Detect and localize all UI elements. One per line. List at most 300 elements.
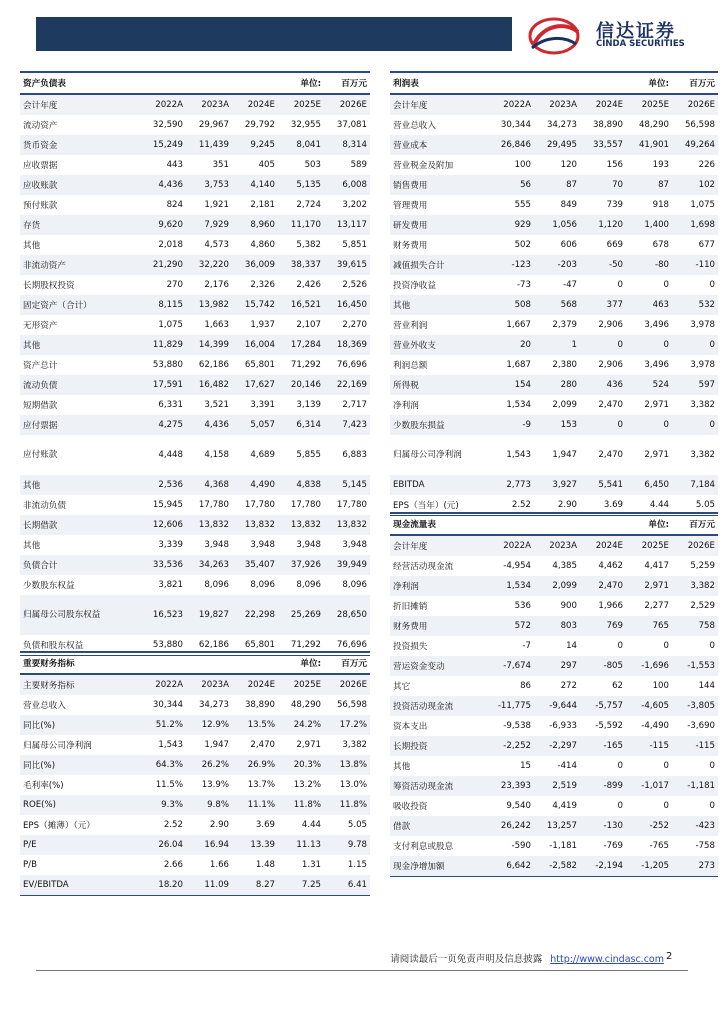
table-row — [20, 715, 370, 735]
cell-value: 351 — [212, 160, 229, 170]
cell-value: 4,385 — [552, 561, 577, 571]
cell-value: -423 — [672, 816, 718, 836]
row-label: 无形资产 — [23, 321, 58, 331]
cell-value: 2.90 — [209, 820, 230, 830]
cell-value: -769 — [603, 841, 623, 851]
cell-value: 536 — [514, 601, 531, 611]
cell-value: 12,606 — [130, 515, 186, 535]
cashflow-statement-table — [390, 512, 718, 877]
cell-value: 15,742 — [232, 295, 278, 315]
cell-value: 739 — [606, 200, 624, 210]
cell-value: 5,135 — [278, 175, 324, 195]
cell-value: 26,242 — [482, 816, 534, 836]
cell-value: 13.2% — [293, 780, 322, 790]
cell-value: 32,220 — [186, 255, 232, 275]
cell-value: 1,120 — [580, 215, 626, 235]
cell-value: 24.2% — [278, 715, 324, 735]
column-header: 2025E — [626, 535, 672, 556]
cell-value: 4,860 — [250, 240, 275, 250]
row-label: 非流动资产 — [20, 255, 130, 275]
table-row — [390, 556, 718, 576]
table-row — [20, 175, 370, 195]
cell-value: -80 — [626, 255, 672, 275]
cell-value: -2,252 — [482, 736, 534, 756]
cell-value: 11,439 — [186, 135, 232, 155]
cell-value: 463 — [626, 295, 672, 315]
table-row — [390, 335, 718, 355]
unit-value: 百万元 — [324, 652, 370, 674]
row-label: EBITDA — [390, 475, 482, 495]
table-header-row — [390, 94, 718, 115]
cell-value: 4,573 — [204, 240, 229, 250]
cell-value: 3,496 — [644, 320, 670, 330]
cell-value: 65,801 — [232, 635, 278, 656]
table-row — [390, 756, 718, 776]
cell-value: 86 — [520, 681, 531, 691]
cell-value: 4.44 — [301, 820, 322, 830]
cell-value: -1,205 — [626, 856, 672, 877]
cell-value: 16,523 — [130, 595, 186, 635]
row-label: 同比(%) — [20, 715, 130, 735]
cell-value: 16,521 — [278, 295, 324, 315]
table-row — [20, 295, 370, 315]
row-label: 营业利润 — [393, 321, 428, 331]
cell-value: 4,368 — [186, 475, 232, 495]
cell-value: 443 — [166, 160, 183, 170]
table-row — [390, 315, 718, 335]
cell-value: 3,978 — [690, 360, 716, 370]
cell-value: 15,249 — [130, 135, 186, 155]
row-label: 净利润 — [390, 576, 482, 596]
cell-value: 15,945 — [152, 500, 183, 510]
cell-value: 4,140 — [232, 175, 278, 195]
cell-value: 900 — [560, 601, 577, 611]
row-label: 所得税 — [390, 375, 482, 395]
column-header: 2026E — [324, 674, 370, 695]
cell-value: -9 — [482, 415, 534, 435]
cell-value: 35,407 — [232, 555, 278, 575]
table-header-row — [20, 94, 370, 115]
cell-value: 1,947 — [552, 450, 578, 460]
table-title: 重要财务指标 — [20, 652, 232, 674]
cell-value: 0 — [626, 335, 672, 355]
cell-value: 5,145 — [324, 475, 370, 495]
cell-value: 4,462 — [598, 561, 623, 571]
row-label: 减值损失合计 — [390, 255, 482, 275]
cell-value: 1,534 — [482, 576, 534, 596]
cell-value: 3,948 — [204, 540, 229, 550]
cell-value: 3,496 — [644, 360, 670, 370]
cell-value: 4,419 — [552, 801, 577, 811]
column-header: 会计年度 — [20, 94, 130, 115]
balance-grid — [20, 71, 370, 656]
cell-value: 0 — [672, 335, 718, 355]
table-row — [20, 255, 370, 275]
cell-value: 56,598 — [684, 120, 716, 130]
cell-value: 193 — [652, 160, 670, 170]
cell-value: 2,176 — [204, 280, 229, 290]
row-label: EPS（当年）(元) — [390, 495, 482, 516]
cell-value: 273 — [672, 856, 718, 877]
unit-label: 单位: — [232, 652, 324, 674]
cell-value: 2,724 — [296, 200, 321, 210]
cell-value: 0 — [663, 761, 669, 771]
row-label: 支付利息或股息 — [393, 842, 454, 852]
cell-value: 17,591 — [130, 375, 186, 395]
row-label: 折旧摊销 — [393, 602, 428, 612]
cell-value: 0 — [709, 641, 715, 651]
cell-value: 11,170 — [278, 215, 324, 235]
row-label: 短期借款 — [23, 401, 58, 411]
table-row — [20, 155, 370, 175]
cell-value: 4,436 — [186, 415, 232, 435]
table-title: 现金流量表 — [390, 513, 580, 535]
cell-value: 48,290 — [638, 120, 670, 130]
cell-value: -7 — [522, 641, 531, 651]
table-row — [390, 355, 718, 375]
table-row — [390, 796, 718, 816]
cell-value: 3,382 — [342, 740, 368, 750]
row-label: 其他 — [23, 241, 41, 251]
cell-value: 3,753 — [186, 175, 232, 195]
table-row — [390, 475, 718, 495]
cell-value: 2.52 — [163, 820, 183, 830]
cell-value: 26.2% — [186, 755, 232, 775]
cell-value: 1,400 — [626, 215, 672, 235]
cell-value: 11.5% — [155, 780, 183, 790]
cell-value: 7.25 — [278, 875, 324, 896]
cell-value: 2,470 — [580, 576, 626, 596]
row-label: EV/EBITDA — [20, 875, 130, 896]
cell-value: 2,426 — [296, 280, 321, 290]
cell-value: 7,423 — [324, 415, 370, 435]
cell-value: 677 — [698, 240, 716, 250]
table-row — [20, 115, 370, 135]
cell-value: 13.5% — [232, 715, 278, 735]
cell-value: 0 — [709, 801, 715, 811]
cell-value: 7,929 — [186, 215, 232, 235]
row-label: 应收账款 — [20, 175, 130, 195]
row-label: 同比(%) — [20, 755, 130, 775]
row-label: 营运资金变动 — [390, 656, 482, 676]
table-row — [20, 135, 370, 155]
cell-value: 3,139 — [296, 400, 321, 410]
cell-value: 1,921 — [204, 200, 229, 210]
cell-value: 11.13 — [278, 835, 324, 855]
unit-label: 单位: — [580, 72, 672, 94]
cell-value: -5,592 — [595, 721, 623, 731]
cell-value: 4,275 — [130, 415, 186, 435]
cell-value: 26.04 — [130, 835, 186, 855]
cell-value: 17,780 — [244, 500, 275, 510]
column-header: 2022A — [482, 535, 534, 556]
cell-value: 4,436 — [130, 175, 186, 195]
row-label: 营业外收支 — [390, 335, 482, 355]
table-title-row — [390, 513, 718, 535]
cell-value: -899 — [580, 776, 626, 796]
column-header: 2022A — [130, 94, 186, 115]
cell-value: 270 — [166, 280, 183, 290]
row-label: EPS（摊薄）（元） — [23, 821, 95, 831]
row-label: 固定资产（合计） — [20, 295, 130, 315]
row-label: 其它 — [393, 682, 411, 692]
cell-value: 4,158 — [204, 450, 229, 460]
cell-value: 2.52 — [482, 495, 534, 516]
cell-value: 3,382 — [690, 450, 716, 460]
table-row — [390, 696, 718, 716]
cell-value: -130 — [580, 816, 626, 836]
cell-value: -7,674 — [482, 656, 534, 676]
table-row — [20, 335, 370, 355]
cell-value: 18,369 — [324, 335, 370, 355]
cell-value: 29,495 — [534, 135, 580, 155]
row-label: 营业总收入 — [23, 701, 66, 711]
cell-value: 13.0% — [339, 780, 368, 790]
column-header: 2022A — [130, 674, 186, 695]
row-label: 少数股东权益 — [23, 581, 75, 591]
cell-value: 76,696 — [336, 360, 367, 370]
cell-value: 13,832 — [324, 515, 370, 535]
row-label: 毛利率(%) — [23, 781, 64, 791]
cell-value: 508 — [482, 295, 534, 315]
cell-value: 606 — [560, 240, 578, 250]
cell-value: 803 — [534, 616, 580, 636]
table-row — [20, 315, 370, 335]
row-label: 经营活动现金流 — [393, 562, 454, 572]
cell-value: -252 — [626, 816, 672, 836]
row-label: 少数股东损益 — [390, 415, 482, 435]
cell-value: 49,264 — [672, 135, 718, 155]
cell-value: 2,277 — [644, 601, 669, 611]
cell-value: 13.7% — [247, 780, 276, 790]
row-label: 营业税金及附加 — [393, 161, 454, 171]
cell-value: 5,855 — [296, 450, 321, 460]
cell-value: -73 — [516, 280, 531, 290]
cell-value: 22,298 — [232, 595, 278, 635]
cell-value: 6,331 — [158, 400, 183, 410]
cell-value: 297 — [534, 656, 580, 676]
footer-url-link[interactable]: http://www.cindasc.com — [550, 954, 664, 965]
cell-value: 765 — [626, 616, 672, 636]
row-label: 投资净收益 — [393, 281, 436, 291]
cell-value: 65,801 — [244, 360, 275, 370]
cell-value: 11.09 — [186, 875, 232, 896]
row-label: 管理费用 — [393, 201, 428, 211]
cell-value: 56,598 — [336, 700, 368, 710]
row-label: 归属母公司股东权益 — [20, 595, 130, 635]
cell-value: 11.8% — [278, 795, 324, 815]
cell-value: -1,696 — [626, 656, 672, 676]
table-row — [20, 795, 370, 815]
row-label: 其他 — [23, 541, 41, 551]
cell-value: 0 — [617, 801, 623, 811]
cell-value: 70 — [580, 175, 626, 195]
cell-value: 918 — [652, 200, 670, 210]
cell-value: 14 — [566, 641, 577, 651]
cell-value: 1.66 — [209, 860, 230, 870]
cell-value: 1,698 — [672, 215, 718, 235]
cell-value: 1,534 — [506, 400, 531, 410]
cell-value: 2,270 — [342, 320, 367, 330]
column-header: 2026E — [672, 535, 718, 556]
cell-value: 669 — [606, 240, 624, 250]
table-row — [20, 275, 370, 295]
cell-value: 2.66 — [163, 860, 183, 870]
cell-value: 9,540 — [506, 801, 531, 811]
cell-value: -203 — [534, 255, 580, 275]
cell-value: 6,450 — [626, 475, 672, 495]
cell-value: 4,490 — [232, 475, 278, 495]
cell-value: 3,521 — [204, 400, 229, 410]
row-label: 投资损失 — [393, 642, 428, 652]
cell-value: 555 — [514, 200, 531, 210]
table-row — [20, 355, 370, 375]
cell-value: 7,184 — [672, 475, 718, 495]
cell-value: 13.8% — [324, 755, 370, 775]
cell-value: 1,947 — [204, 740, 230, 750]
table-row — [20, 235, 370, 255]
cell-value: -805 — [580, 656, 626, 676]
cell-value: 1,075 — [158, 320, 183, 330]
cell-value: 11,829 — [130, 335, 186, 355]
cell-value: 2,379 — [552, 320, 578, 330]
cell-value: 3,382 — [690, 400, 716, 410]
cell-value: -4,605 — [626, 696, 672, 716]
cell-value: 19,827 — [186, 595, 232, 635]
table-row — [20, 435, 370, 475]
cell-value: -1,553 — [672, 656, 718, 676]
page-number: 2 — [666, 951, 673, 962]
table-row — [390, 656, 718, 676]
cell-value: 5,382 — [296, 240, 321, 250]
cell-value: 3,821 — [158, 580, 183, 590]
cell-value: 8,096 — [250, 580, 275, 590]
cell-value: 597 — [672, 375, 718, 395]
cell-value: 144 — [698, 681, 715, 691]
cell-value: 0 — [709, 761, 715, 771]
cell-value: 6,883 — [342, 450, 367, 460]
cell-value: 62,186 — [186, 635, 232, 656]
cell-value: 41,901 — [626, 135, 672, 155]
cell-value: 405 — [258, 160, 275, 170]
cell-value: 30,344 — [152, 700, 183, 710]
cell-value: 2.90 — [534, 495, 580, 516]
cell-value: 15 — [520, 761, 531, 771]
cell-value: 2,470 — [598, 450, 624, 460]
cell-value: 9,245 — [232, 135, 278, 155]
cell-value: -11,775 — [482, 696, 534, 716]
column-header: 会计年度 — [390, 94, 482, 115]
cell-value: 769 — [580, 616, 626, 636]
cell-value: 17.2% — [324, 715, 370, 735]
cell-value: 1.48 — [255, 860, 276, 870]
table-row — [20, 495, 370, 515]
table-row — [20, 555, 370, 575]
table-row — [390, 816, 718, 836]
cell-value: -414 — [557, 761, 577, 771]
cell-value: 23,393 — [482, 776, 534, 796]
table-header-row — [20, 674, 370, 695]
column-header: 2023A — [186, 94, 232, 115]
cell-value: 4,417 — [644, 561, 669, 571]
table-row — [390, 295, 718, 315]
table-row — [20, 755, 370, 775]
cell-value: 25,269 — [278, 595, 324, 635]
table-row — [20, 515, 370, 535]
cell-value: 28,650 — [324, 595, 370, 635]
cell-value: 2,971 — [644, 450, 670, 460]
cell-value: 32,590 — [152, 120, 183, 130]
cell-value: -590 — [511, 841, 531, 851]
cell-value: 8,096 — [342, 580, 367, 590]
cell-value: 2,470 — [250, 740, 276, 750]
table-title: 利润表 — [390, 72, 580, 94]
cell-value: 100 — [652, 681, 669, 691]
row-label: 归属母公司净利润 — [393, 450, 462, 460]
row-label: 其他 — [20, 475, 130, 495]
cell-value: 1,543 — [158, 740, 183, 750]
row-label: 预付账款 — [23, 201, 58, 211]
column-header: 2023A — [534, 94, 580, 115]
cell-value: 9.78 — [324, 835, 370, 855]
cell-value: 3.69 — [255, 820, 276, 830]
row-label: 研发费用 — [390, 215, 482, 235]
row-label: 财务费用 — [393, 241, 428, 251]
cell-value: 2,326 — [250, 280, 275, 290]
row-label: 存货 — [20, 215, 130, 235]
cell-value: 9.8% — [186, 795, 232, 815]
cell-value: 589 — [350, 160, 367, 170]
cell-value: 33,536 — [130, 555, 186, 575]
cell-value: 32,955 — [290, 120, 321, 130]
cell-value: 12.9% — [186, 715, 232, 735]
footer-divider — [36, 970, 688, 971]
column-header: 2022A — [482, 94, 534, 115]
row-label: 应收票据 — [23, 161, 58, 171]
cell-value: 436 — [580, 375, 626, 395]
cell-value: 0 — [709, 280, 716, 290]
cell-value: 38,337 — [278, 255, 324, 275]
cell-value: 280 — [534, 375, 580, 395]
table-title-row — [20, 652, 370, 674]
cell-value: 1,663 — [204, 320, 229, 330]
cell-value: 5.05 — [672, 495, 718, 516]
column-header: 2025E — [278, 94, 324, 115]
table-row — [20, 415, 370, 435]
table-row — [390, 836, 718, 856]
table-row — [390, 676, 718, 696]
cell-value: 1,966 — [598, 601, 623, 611]
cell-value: 4,838 — [278, 475, 324, 495]
cell-value: 2,536 — [130, 475, 186, 495]
row-label: 营业总收入 — [393, 121, 436, 131]
cell-value: 3,948 — [296, 540, 321, 550]
row-label: 长期股权投资 — [23, 281, 75, 291]
financial-indicators-table — [20, 651, 370, 896]
cell-value: 17,627 — [232, 375, 278, 395]
table-row — [20, 815, 370, 835]
column-header: 2026E — [672, 94, 718, 115]
cell-value: 13,982 — [186, 295, 232, 315]
cell-value: 17,780 — [336, 500, 367, 510]
cell-value: 2,971 — [644, 400, 670, 410]
cell-value: 2,529 — [690, 601, 715, 611]
row-label: ROE(%) — [20, 795, 130, 815]
cell-value: 76,696 — [324, 635, 370, 656]
cell-value: 0 — [626, 415, 672, 435]
cell-value: 0 — [580, 335, 626, 355]
cell-value: 36,009 — [232, 255, 278, 275]
